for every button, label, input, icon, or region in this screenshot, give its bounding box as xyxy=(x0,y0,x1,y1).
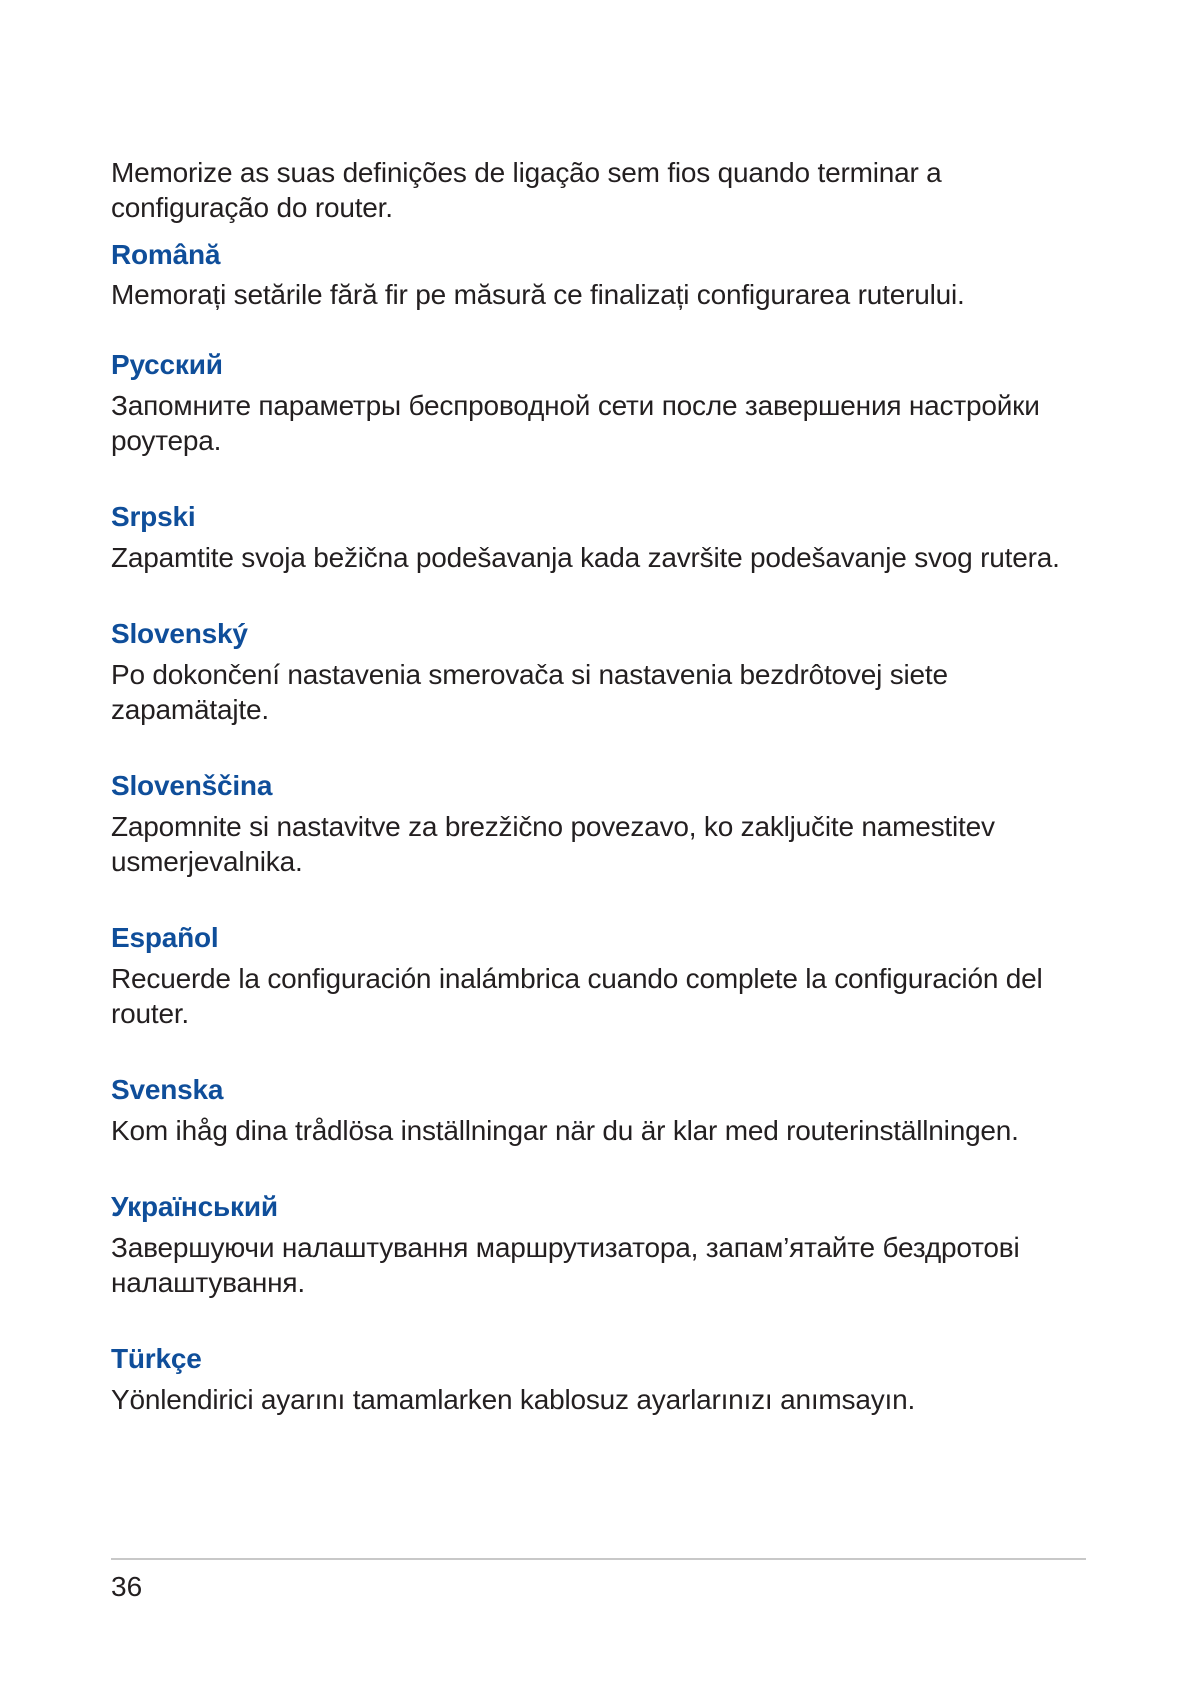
section-svenska xyxy=(111,1073,1086,1148)
heading-slovenscina: Slovenščina xyxy=(111,770,273,801)
heading-ukrainian: Український xyxy=(111,1191,278,1222)
heading-espanol: Español xyxy=(111,922,219,953)
page-number: 36 xyxy=(111,1571,143,1602)
text-romana: Memorați setările fără fir pe măsură ce finalizați configurarea ruterului. xyxy=(111,279,965,310)
heading-turkce: Türkçe xyxy=(111,1343,202,1374)
text-slovenscina: Zapomnite si nastavitve za brezžično povezavo, ko zaključite namestitev usmerjevalnika. xyxy=(111,811,995,877)
text-turkce: Yönlendirici ayarını tamamlarken kablosuz ayarlarınızı anımsayın. xyxy=(111,1384,916,1415)
section-espanol xyxy=(111,921,1086,1031)
text-espanol: Recuerde la configuración inalámbrica cuando complete la configuración del router. xyxy=(111,963,1043,1029)
section-srpski xyxy=(111,500,1086,575)
heading-srpski: Srpski xyxy=(111,501,196,532)
text-slovensky: Po dokončení nastavenia smerovača si nastavenia bezdrôtovej siete zapamätajte. xyxy=(111,659,948,725)
section-romana xyxy=(111,238,1086,312)
text-svenska: Kom ihåg dina trådlösa inställningar när du är klar med routerinställningen. xyxy=(111,1115,1019,1146)
intro-paragraph: Memorize as suas definições de ligação sem fios quando terminar a configuração do router. xyxy=(111,157,942,223)
heading-slovensky: Slovenský xyxy=(111,618,248,649)
document-page xyxy=(111,155,1086,1417)
heading-romana: Română xyxy=(111,239,221,270)
section-turkce xyxy=(111,1342,1086,1417)
section-ukrainian xyxy=(111,1190,1086,1300)
section-slovenscina xyxy=(111,769,1086,879)
section-russian xyxy=(111,348,1086,458)
footer-divider xyxy=(111,1558,1086,1560)
text-srpski: Zapamtite svoja bežična podešavanja kada završite podešavanje svog rutera. xyxy=(111,542,1060,573)
text-russian: Запомните параметры беспроводной сети после завершения настройки роутера. xyxy=(111,390,1040,456)
heading-svenska: Svenska xyxy=(111,1074,224,1105)
heading-russian: Русский xyxy=(111,349,223,380)
section-slovensky xyxy=(111,617,1086,727)
text-ukrainian: Завершуючи налаштування маршрутизатора, запам’ятайте бездротові налаштування. xyxy=(111,1232,1020,1298)
